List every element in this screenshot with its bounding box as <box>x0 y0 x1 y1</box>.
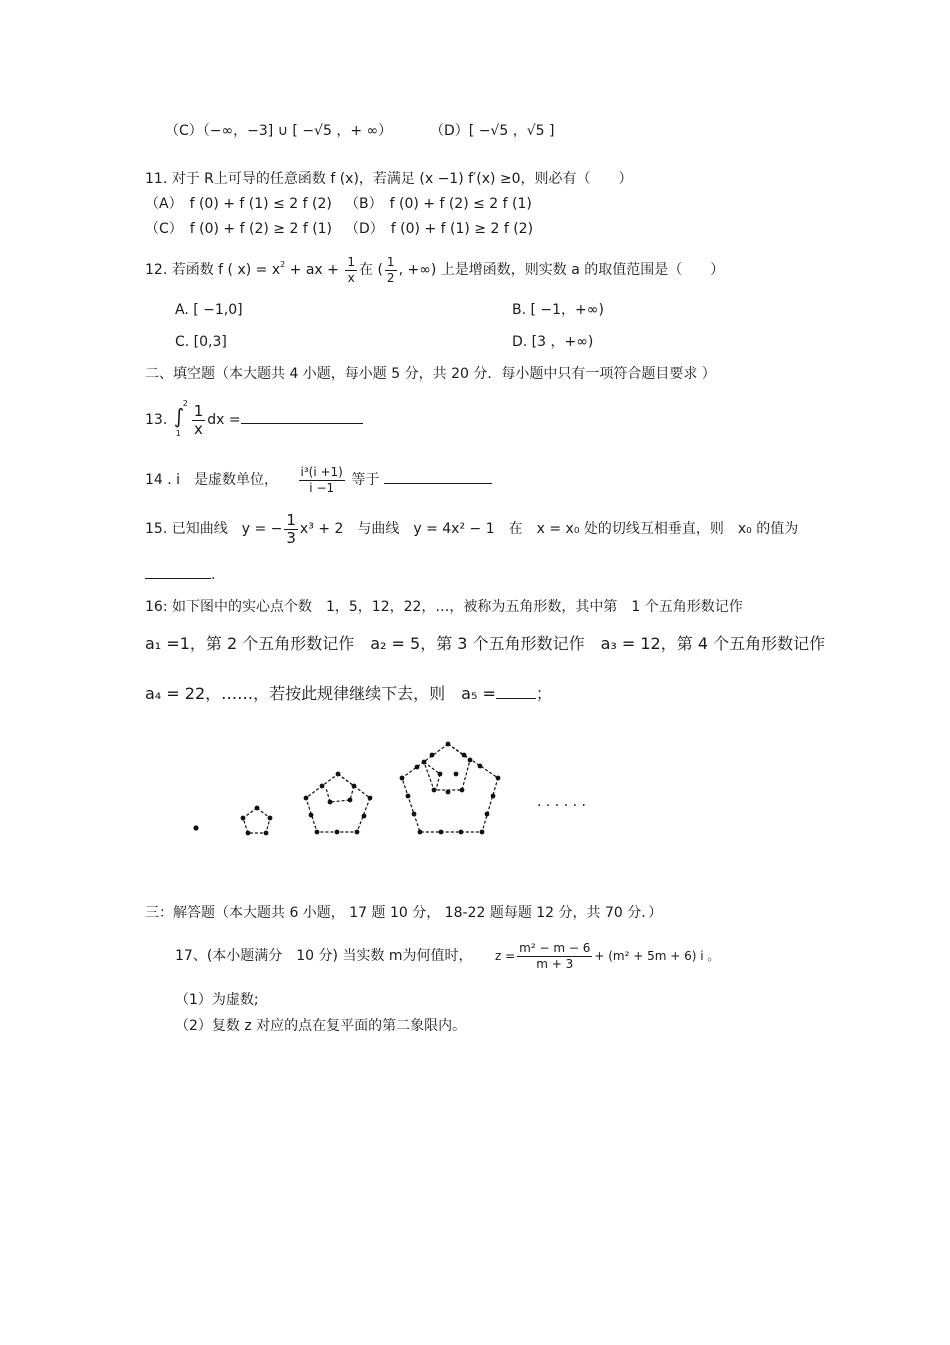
q13-tail: dx = <box>207 412 241 428</box>
q11-option-b: （B） f (0) + f (2) ≤ 2 f (1) <box>345 196 532 212</box>
q16-answer-blank <box>496 684 536 699</box>
q13-label: 13. <box>145 412 168 428</box>
q17-stem <box>175 938 719 974</box>
pentagonal-numbers-figure <box>180 730 650 880</box>
q14-label: 14 . i 是虚数单位， <box>145 472 279 488</box>
q17-part-2: （2）复数 z 对应的点在复平面的第二象限内。 <box>175 1018 467 1034</box>
q14-answer-blank <box>384 469 492 484</box>
figure-ellipsis: · · · · · · <box>537 798 586 814</box>
pentagon-figure-2-dots <box>241 806 273 836</box>
q17-text: 17、(本小题满分 10 分) 当实数 m为何值时， <box>175 948 473 964</box>
section-2-heading: 二、填空题（本大题共 4 小题，每小题 5 分，共 20 分．每小题中只有一项符合题目要求 ） <box>145 366 716 382</box>
q16-line-2: a₁ =1，第 2 个五角形数记作 a₂ = 5，第 3 个五角形数记作 a₃ = 12，第 4 个五角形数记作 <box>145 634 826 653</box>
q13-answer-blank <box>241 409 363 424</box>
section-3-heading: 三：解答题（本大题共 6 小题， 17 题 10 分， 18-22 题每题 12 分，共 70 分．） <box>145 905 663 921</box>
q15 <box>145 510 798 548</box>
q12-square: 2 <box>280 260 286 269</box>
q14-tail: 等于 <box>351 472 380 488</box>
q16-line-3-text: a₄ = 22，……，若按此规律继续下去，则 a₅ = <box>145 684 496 703</box>
pentagon-dot <box>193 825 198 830</box>
q12-option-d: D. [3 ，+∞) <box>512 334 594 350</box>
q17-fraction: $\frac{\text{m² − m − 6}}{m + 3}$ <box>519 940 591 971</box>
q11-option-a: （A） f (0) + f (1) ≤ 2 f (2) <box>145 196 332 212</box>
q16-line-3 <box>145 684 552 704</box>
pentagon-figure-3-dots <box>304 772 373 835</box>
q11-option-c: （C） f (0) + f (2) ≥ 2 f (1) <box>145 221 333 237</box>
q12-fraction-1-over-x: $\frac{1}{x}$ <box>347 254 355 285</box>
pentagon-figure-3 <box>306 774 370 832</box>
q16-line-3-end: ； <box>535 684 552 703</box>
q12-prefix: 12. 若函数 f ( x) = x <box>145 262 281 278</box>
q11-option-d: （D） f (0) + f (1) ≥ 2 f (2) <box>345 221 534 237</box>
q17-part-1: （1）为虚数; <box>175 992 259 1008</box>
q12-in: 在 ( <box>359 262 383 278</box>
integral-sign: ∫ 2 1 <box>173 399 188 438</box>
pentagon-figure-2 <box>243 808 270 833</box>
q13-fraction: $\frac{1}{x}$ <box>193 401 204 438</box>
q12-fraction-half: $\frac{1}{2}$ <box>386 254 395 285</box>
q12-option-a: A. [ −1,0] <box>175 302 243 318</box>
q10-option-d: （D）[ −√5 ，√5 ] <box>430 123 555 139</box>
q15-answer-blank <box>145 564 211 579</box>
pentagon-figure-4-dots <box>400 742 501 835</box>
q12-stem <box>145 252 724 286</box>
q17-z: z = <box>495 949 516 963</box>
q15-mid: x³ + 2 与曲线 y = 4x² − 1 在 x = x₀ 处的切线互相垂直，则 x₀ 的值为 <box>299 521 799 537</box>
q12-option-b: B. [ −1，+∞) <box>512 302 604 318</box>
q17-tail: + (m² + 5m + 6) i 。 <box>594 949 720 963</box>
q13 <box>145 400 363 444</box>
q15-answer-line <box>145 564 215 585</box>
q15-fraction: $\frac{1}{3}$ <box>286 510 296 547</box>
q12-suffix: , +∞) 上是增函数，则实数 a 的取值范围是（ ） <box>398 262 725 278</box>
q12-mid: + ax + <box>289 262 339 278</box>
q14-fraction: $\frac{\text{i³(i +1)}}{i -1}$ <box>300 464 343 495</box>
q14 <box>145 463 492 497</box>
q12-option-c: C. [0,3] <box>175 334 227 350</box>
q10-option-c: （C）（−∞，−3] ∪ [ −√5 ，+ ∞） <box>165 123 393 139</box>
q15-prefix: 15. 已知曲线 y = − <box>145 521 283 537</box>
q11-stem: 11. 对于 R上可导的任意函数 f (x)，若满足 (x −1) f′(x) ≥0，则必有（ ） <box>145 171 633 187</box>
q16-line-1: 16: 如下图中的实心点个数 1，5，12，22，…，被称为五角形数，其中第 1 个五角形数记作 <box>145 599 743 615</box>
pentagon-figure-4 <box>402 744 498 832</box>
q15-tail: . <box>211 567 216 583</box>
